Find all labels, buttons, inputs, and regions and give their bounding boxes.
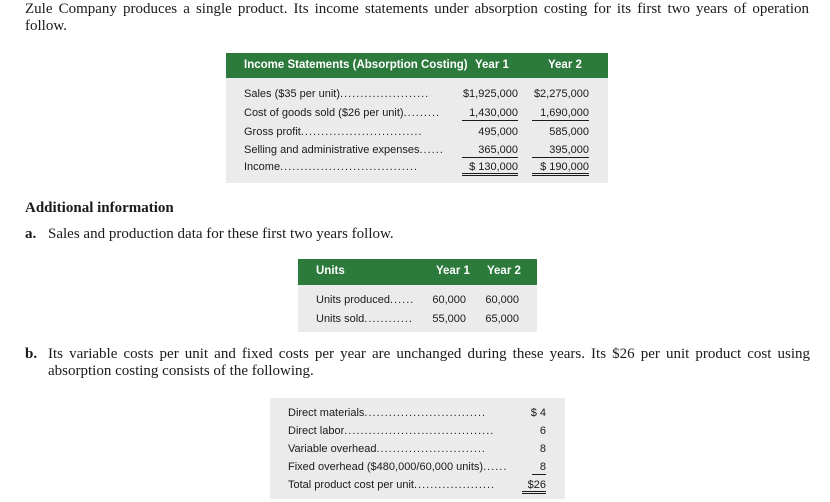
units-col-year2: Year 2 bbox=[487, 265, 521, 277]
income-col-year2: Year 2 bbox=[548, 59, 582, 71]
row-value-year1: 495,000 bbox=[478, 126, 518, 138]
row-leader-dots: ......... bbox=[403, 107, 441, 119]
row-label: Cost of goods sold ($26 per unit) bbox=[244, 107, 404, 119]
row-label: Direct materials bbox=[288, 407, 365, 419]
row-leader-dots: ...... bbox=[419, 144, 444, 156]
row-value-year1: 365,000 bbox=[462, 144, 518, 158]
income-statement-table bbox=[226, 53, 608, 183]
row-leader-dots: ...... bbox=[483, 461, 508, 473]
row-value-year2: 395,000 bbox=[532, 144, 589, 158]
row-value-year1: $1,925,000 bbox=[462, 88, 518, 100]
table-row bbox=[316, 313, 428, 325]
row-value-year2: 60,000 bbox=[485, 294, 519, 306]
intro-paragraph: Zule Company produces a single product. Its income statements under absorption costing for its first two years of operation follow. bbox=[25, 1, 809, 34]
row-value-year2: 585,000 bbox=[549, 126, 589, 138]
row-leader-dots: ........................... bbox=[376, 443, 486, 455]
table-row bbox=[244, 107, 460, 119]
row-leader-dots: ..................................... bbox=[344, 425, 495, 437]
row-label: Direct labor bbox=[288, 425, 345, 437]
units-col-year1: Year 1 bbox=[436, 265, 470, 277]
row-value: 8 bbox=[539, 443, 546, 455]
item-a-text: Sales and production data for these first two years follow. bbox=[48, 226, 394, 242]
row-value-year1: 55,000 bbox=[432, 313, 466, 325]
row-label: Total product cost per unit bbox=[288, 479, 414, 491]
row-value-year2: 65,000 bbox=[485, 313, 519, 325]
table-row bbox=[288, 479, 510, 491]
row-value: $26 bbox=[522, 479, 546, 494]
units-table-header bbox=[298, 259, 537, 285]
row-value: 6 bbox=[539, 425, 546, 437]
row-label: Selling and administrative expenses bbox=[244, 144, 420, 156]
income-table-title: Income Statements (Absorption Costing) bbox=[244, 59, 468, 71]
table-row bbox=[244, 126, 460, 138]
row-label: Fixed overhead ($480,000/60,000 units) bbox=[288, 461, 484, 473]
row-value-year1: 1,430,000 bbox=[462, 107, 518, 121]
item-b-text: Its variable costs per unit and fixed costs per year are unchanged during these years. Its $26 per unit product cost using absorption costing consists of the following. bbox=[48, 346, 810, 379]
row-value: $ 4 bbox=[530, 407, 546, 419]
row-value: 8 bbox=[532, 461, 546, 475]
row-value-year1: 60,000 bbox=[432, 294, 466, 306]
row-leader-dots: ............ bbox=[364, 313, 413, 325]
table-row bbox=[288, 461, 510, 473]
income-table-header bbox=[226, 53, 608, 78]
row-label: Units produced bbox=[316, 294, 390, 306]
row-leader-dots: .................................. bbox=[280, 161, 418, 173]
additional-info-heading: Additional information bbox=[25, 200, 174, 216]
row-value-year2: 1,690,000 bbox=[532, 107, 589, 121]
row-label: Variable overhead bbox=[288, 443, 377, 455]
row-value-year1: $ 130,000 bbox=[462, 161, 518, 176]
table-row bbox=[244, 161, 460, 173]
table-row bbox=[288, 407, 510, 419]
row-leader-dots: ...... bbox=[390, 294, 415, 306]
row-leader-dots: .............................. bbox=[364, 407, 487, 419]
item-a-letter: a. bbox=[25, 226, 37, 242]
table-row bbox=[244, 144, 460, 156]
row-label: Income bbox=[244, 161, 281, 173]
row-leader-dots: .................... bbox=[413, 479, 496, 491]
row-leader-dots: ...................... bbox=[340, 88, 430, 100]
row-leader-dots: .............................. bbox=[300, 126, 423, 138]
row-label: Gross profit bbox=[244, 126, 301, 138]
product-cost-table bbox=[270, 398, 565, 499]
table-row bbox=[244, 88, 460, 100]
units-table-title: Units bbox=[316, 265, 345, 277]
income-col-year1: Year 1 bbox=[475, 59, 509, 71]
row-value-year2: $2,275,000 bbox=[533, 88, 589, 100]
table-row bbox=[288, 425, 510, 437]
row-label: Sales ($35 per unit) bbox=[244, 88, 340, 100]
item-b-letter: b. bbox=[25, 346, 38, 362]
units-table bbox=[298, 259, 537, 332]
row-label: Units sold bbox=[316, 313, 365, 325]
table-row bbox=[288, 443, 510, 455]
row-value-year2: $ 190,000 bbox=[532, 161, 589, 176]
table-row bbox=[316, 294, 428, 306]
